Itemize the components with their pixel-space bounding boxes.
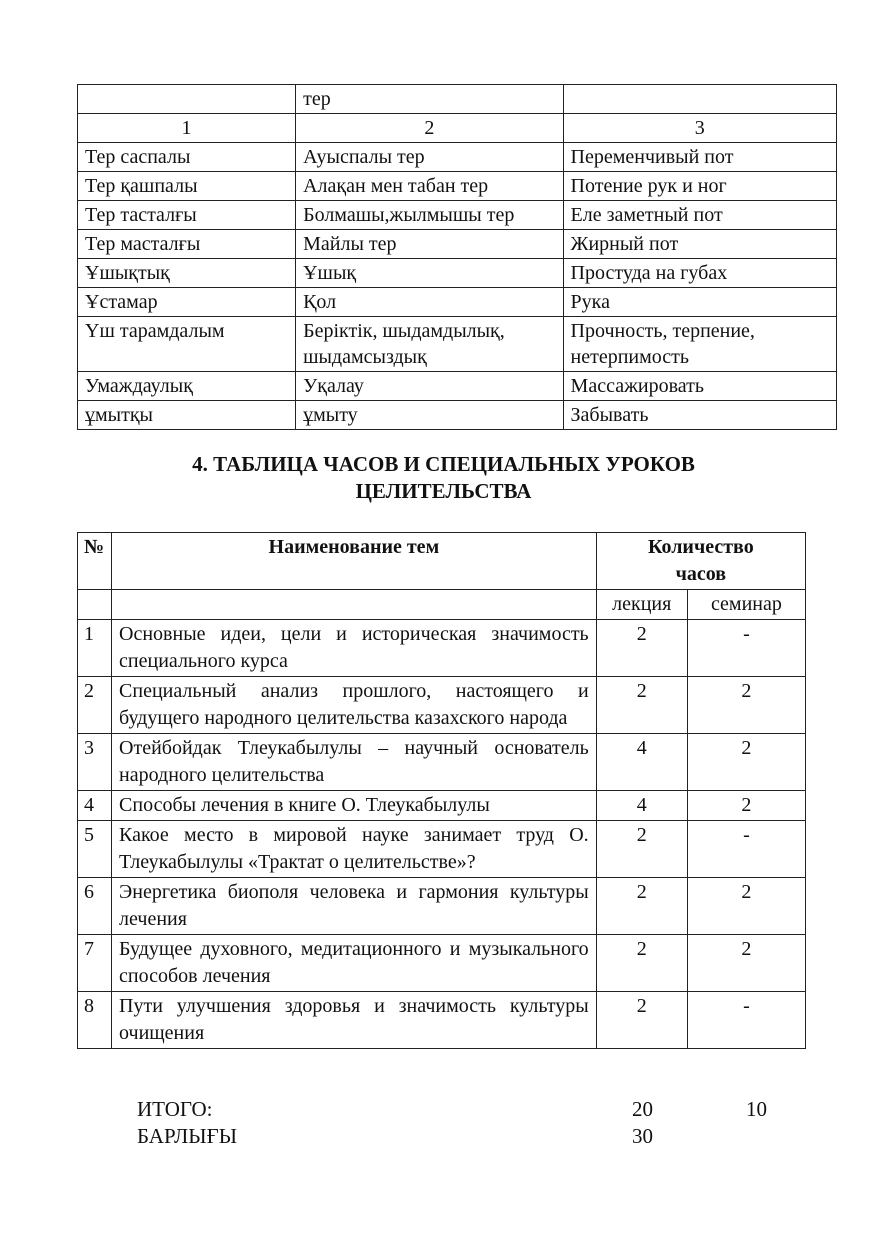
hours-row	[78, 620, 806, 677]
glossary-header-row	[78, 114, 837, 143]
col-seminar-header: семинар	[687, 590, 805, 620]
glossary-top-row	[78, 85, 837, 114]
glossary-row-cell: Забывать	[563, 401, 836, 430]
hours-body	[78, 533, 806, 1049]
glossary-row-cell: Қол	[296, 288, 563, 317]
row-seminar: 2	[687, 935, 805, 992]
subheader-empty-2	[112, 590, 597, 620]
glossary-row-cell: Ұшық	[296, 259, 563, 288]
glossary-top-row-cell	[78, 85, 296, 114]
row-lecture: 2	[596, 878, 687, 935]
glossary-row	[78, 172, 837, 201]
glossary-row-cell: Рука	[563, 288, 836, 317]
itogo-label: ИТОГО:	[137, 1097, 213, 1121]
row-seminar: 2	[687, 791, 805, 821]
glossary-row-cell: Уқалау	[296, 372, 563, 401]
itogo-seminar: 10	[746, 1097, 767, 1121]
glossary-header-row-cell: 3	[563, 114, 836, 143]
hours-table	[77, 532, 806, 1049]
hours-row	[78, 821, 806, 878]
glossary-row-cell: Ауыспалы тер	[296, 143, 563, 172]
row-topic: Основные идеи, цели и историческая значимость специального курса	[112, 620, 597, 677]
row-seminar: -	[687, 992, 805, 1049]
glossary-row-cell: Потение рук и ног	[563, 172, 836, 201]
row-number: 5	[78, 821, 112, 878]
row-topic: Пути улучшения здоровья и значимость культуры очищения	[112, 992, 597, 1049]
glossary-row-cell: Ұстамар	[78, 288, 296, 317]
glossary-row-cell: Массажировать	[563, 372, 836, 401]
col-num-header: №	[78, 533, 112, 590]
hours-row	[78, 677, 806, 734]
glossary-row-cell: Жирный пот	[563, 230, 836, 259]
row-lecture: 4	[596, 791, 687, 821]
glossary-row	[78, 230, 837, 259]
row-seminar: 2	[687, 734, 805, 791]
col-hours-header	[596, 533, 805, 590]
glossary-row-cell: Тер тасталғы	[78, 201, 296, 230]
glossary-row-cell: Беріктік, шыдамдылық, шыдамсыздық	[296, 317, 563, 372]
row-seminar: 2	[687, 677, 805, 734]
row-lecture: 2	[596, 992, 687, 1049]
row-seminar: 2	[687, 878, 805, 935]
glossary-row-cell: Тер саспалы	[78, 143, 296, 172]
glossary-table	[77, 84, 837, 430]
glossary-row-cell: Простуда на губах	[563, 259, 836, 288]
hours-row	[78, 734, 806, 791]
row-topic: Способы лечения в книге О. Тлеукабылулы	[112, 791, 597, 821]
glossary-row-cell: Болмашы,жылмышы тер	[296, 201, 563, 230]
glossary-row	[78, 201, 837, 230]
row-topic: Энергетика биополя человека и гармония культуры лечения	[112, 878, 597, 935]
row-number: 6	[78, 878, 112, 935]
row-lecture: 2	[596, 677, 687, 734]
glossary-row	[78, 288, 837, 317]
glossary-row-cell: Тер қашпалы	[78, 172, 296, 201]
glossary-row	[78, 143, 837, 172]
itogo-lecture: 20	[632, 1097, 653, 1121]
row-lecture: 2	[596, 620, 687, 677]
subheader-empty-1	[78, 590, 112, 620]
glossary-header-row-cell: 2	[296, 114, 563, 143]
glossary-top-row-cell	[563, 85, 836, 114]
row-topic: Какое место в мировой науке занимает труд О. Тлеукабылулы «Трактат о целительстве»?	[112, 821, 597, 878]
glossary-row-cell: Прочность, терпение, нетерпимость	[563, 317, 836, 372]
row-number: 3	[78, 734, 112, 791]
row-topic: Отейбойдак Тлеукабылулы – научный основатель народного целительства	[112, 734, 597, 791]
section-title-text: 4. ТАБЛИЦА ЧАСОВ И СПЕЦИАЛЬНЫХ УРОКОВ ЦЕЛИТЕЛЬСТВА	[192, 452, 695, 503]
glossary-row-cell: Алақан мен табан тер	[296, 172, 563, 201]
col-topic-header: Наименование тем	[112, 533, 597, 590]
glossary-body	[78, 85, 837, 430]
glossary-row-cell: Ұшықтық	[78, 259, 296, 288]
row-seminar: -	[687, 620, 805, 677]
row-topic: Специальный анализ прошлого, настоящего и будущего народного целительства казахского народа	[112, 677, 597, 734]
row-number: 8	[78, 992, 112, 1049]
glossary-row-cell: Еле заметный пот	[563, 201, 836, 230]
hours-row	[78, 935, 806, 992]
col-lecture-header: лекция	[596, 590, 687, 620]
glossary-row-cell: Тер масталғы	[78, 230, 296, 259]
glossary-row	[78, 259, 837, 288]
hours-subheader-row	[78, 590, 806, 620]
row-seminar: -	[687, 821, 805, 878]
glossary-row-cell: ұмытқы	[78, 401, 296, 430]
glossary-row-cell: Майлы тер	[296, 230, 563, 259]
glossary-top-row-cell: тер	[296, 85, 563, 114]
hours-header-row	[78, 533, 806, 590]
barlygy-label: БАРЛЫҒЫ	[137, 1124, 238, 1148]
row-number: 7	[78, 935, 112, 992]
row-lecture: 2	[596, 821, 687, 878]
row-topic: Будущее духовного, медитационного и музыкального способов лечения	[112, 935, 597, 992]
glossary-row-cell: Үш тарамдалым	[78, 317, 296, 372]
row-number: 4	[78, 791, 112, 821]
glossary-row-cell: Переменчивый пот	[563, 143, 836, 172]
glossary-row-cell: ұмыту	[296, 401, 563, 430]
hours-row	[78, 791, 806, 821]
glossary-row-cell: Умаждаулық	[78, 372, 296, 401]
glossary-row	[78, 372, 837, 401]
col-hours-text: Количество часов	[647, 536, 754, 585]
glossary-row	[78, 317, 837, 372]
hours-row	[78, 878, 806, 935]
row-lecture: 2	[596, 935, 687, 992]
barlygy-value: 30	[632, 1124, 653, 1148]
section-title	[0, 451, 887, 505]
row-lecture: 4	[596, 734, 687, 791]
hours-row	[78, 992, 806, 1049]
glossary-header-row-cell: 1	[78, 114, 296, 143]
row-number: 2	[78, 677, 112, 734]
row-number: 1	[78, 620, 112, 677]
glossary-row	[78, 401, 837, 430]
